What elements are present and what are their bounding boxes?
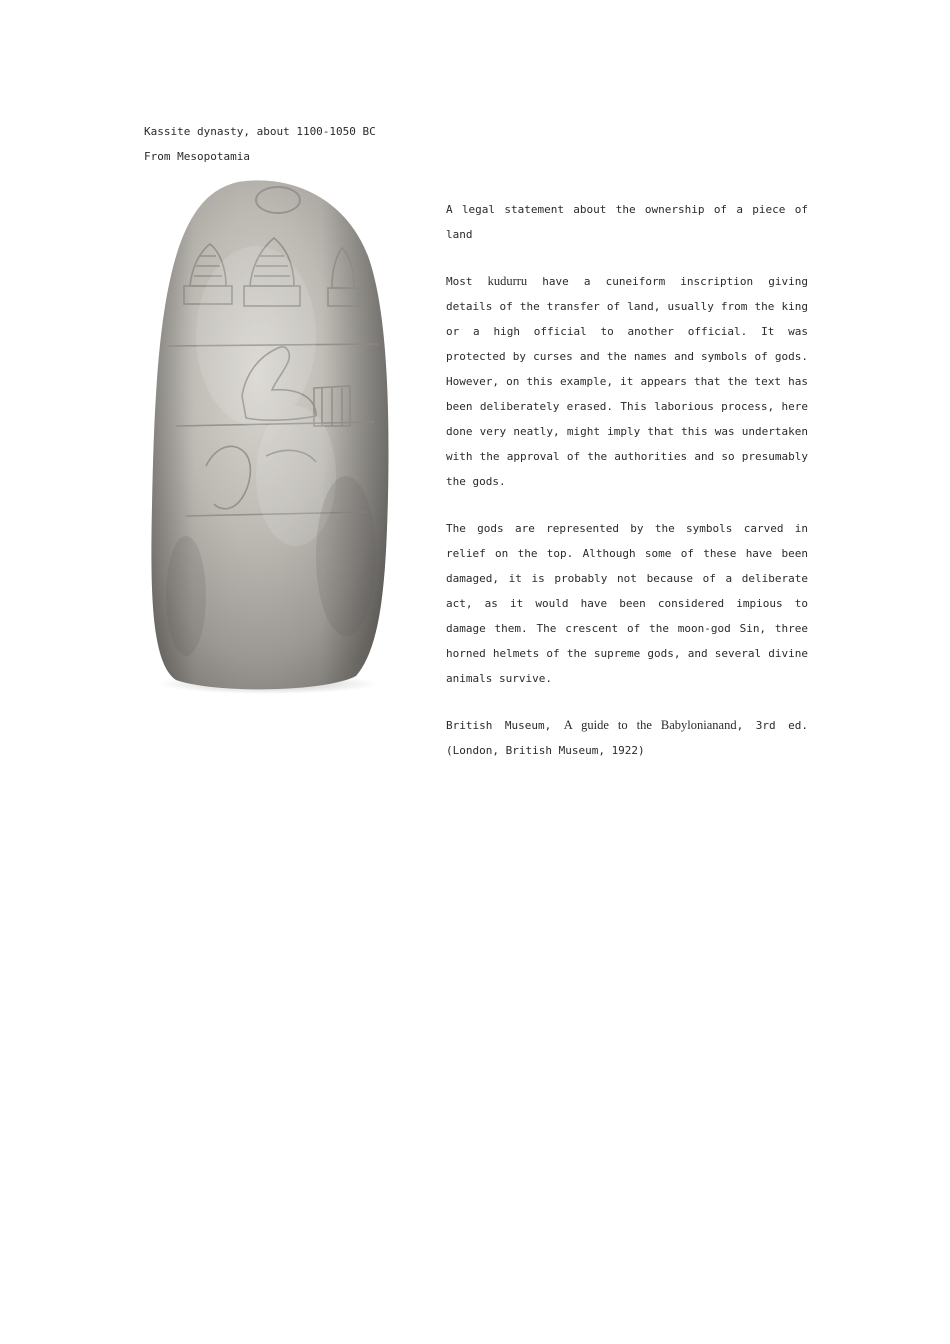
description-headline: A legal statement about the ownership of a piece of land: [446, 203, 808, 241]
meta-date: Kassite dynasty, about 1100-1050 BC: [144, 125, 376, 138]
term-kudurru: kudurru: [487, 274, 528, 288]
citation-title: A guide to the Babylonianand: [563, 718, 737, 732]
citation: [446, 713, 808, 763]
p1-prefix: Most: [446, 275, 488, 288]
citation-prefix: British Museum,: [446, 719, 564, 732]
kudurru-stone-image: [146, 176, 398, 696]
meta-origin: From Mesopotamia: [144, 150, 250, 163]
description-paragraph-1: [446, 269, 808, 494]
description-paragraph-2: The gods are represented by the symbols carved in relief on the top. Although some of these have been damaged, it is probably not because of a deliberate act, as it would have been considered impious to damage them. The crescent of the moon-god Sin, three horned helmets of the supreme gods, and several divine animals survive.: [446, 522, 808, 685]
citation-rest: , 3rd ed. (London, British Museum, 1922): [446, 719, 808, 757]
description-column: [446, 197, 808, 785]
p1-rest: have a cuneiform inscription giving details of the transfer of land, usually from the king or a high official to another official. It was protected by curses and the names and symbols of gods. However, on this example, it appears that the text has been deliberately erased. This laborious process, here done very neatly, might imply that this was undertaken with the approval of the authorities and so presumably the gods.: [446, 275, 808, 488]
